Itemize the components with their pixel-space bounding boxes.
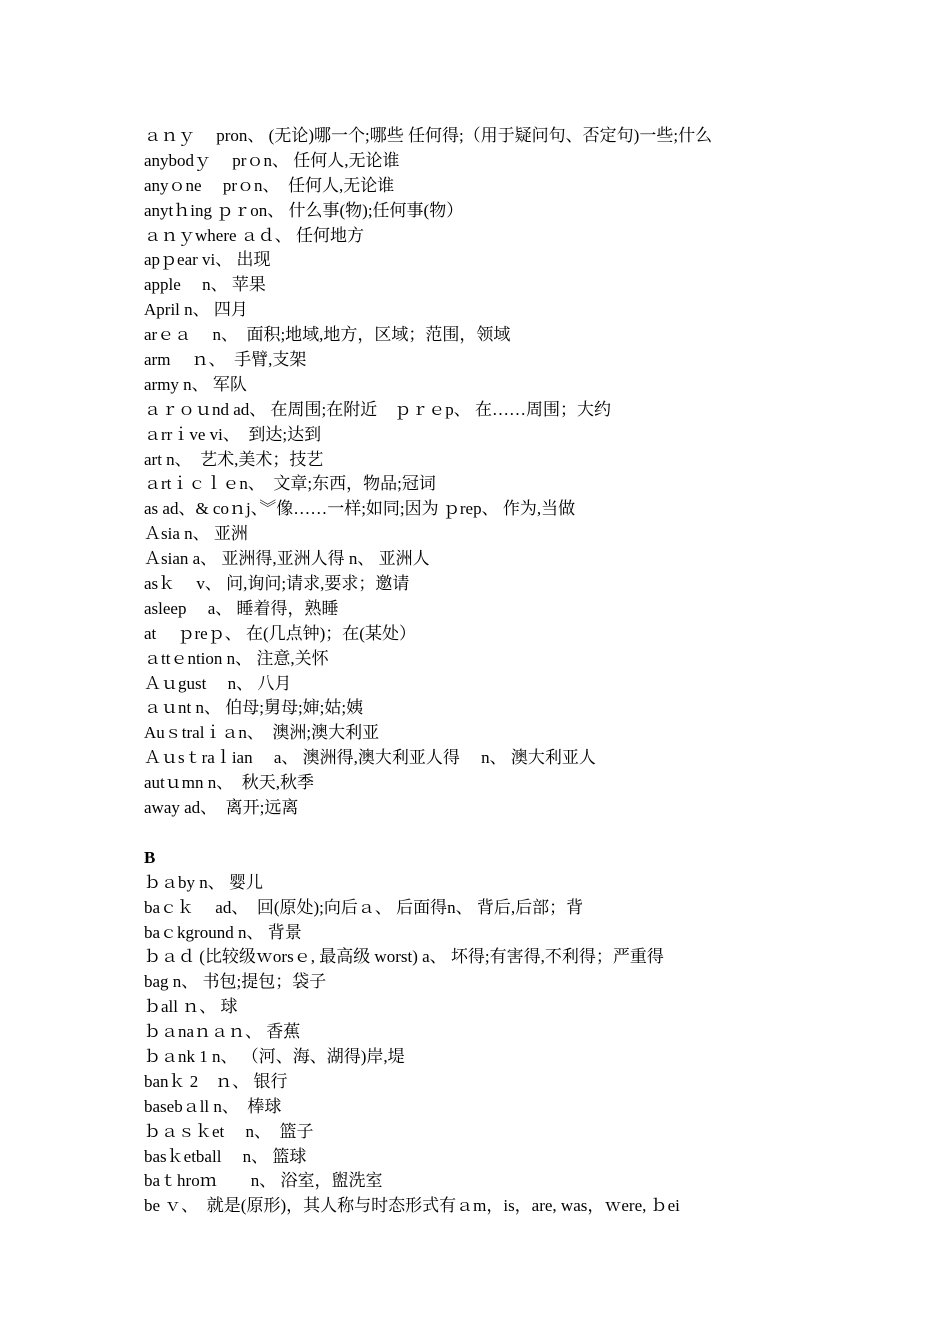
vocab-entry: ｂａｓｋet n、 篮子 xyxy=(144,1121,314,1141)
vocab-entry: anyｏne prｏn、 任何人,无论谁 xyxy=(144,175,395,195)
vocabulary-document xyxy=(144,124,844,1219)
vocab-entry: banｋ 2 ｎ、 银行 xyxy=(144,1071,288,1091)
vocab-entry: ａrrｉve vi、 到达;达到 xyxy=(144,424,322,444)
vocab-entry: be ｖ、 就是(原形)，其人称与时态形式有ａm，is，are, was，ｗere, ｂei xyxy=(144,1196,680,1216)
vocab-entry: baｔhroｍ n、 浴室，盥洗室 xyxy=(144,1171,383,1191)
vocab-entry: away ad、 离开;远离 xyxy=(144,798,299,818)
vocab-entry: apｐear vi、 出现 xyxy=(144,250,271,270)
vocab-entry: ａｎｙ pron、 (无论)哪一个;哪些 任何得;（用于疑问句、否定句)一些;什么 xyxy=(144,126,713,145)
section-spacer xyxy=(144,821,844,846)
vocab-entry: autｕmn n、 秋天,秋季 xyxy=(144,773,314,793)
vocab-entry: basebａll n、 棒球 xyxy=(144,1096,282,1116)
vocab-entry: Ａｕgust n、 八月 xyxy=(144,673,292,693)
vocab-entry: Ａsia n、 亚洲 xyxy=(144,524,248,544)
vocab-entry: ｂａｄ (比较级ｗorsｅ, 最高级 worst) a、 坏得;有害得,不利得；严重得 xyxy=(144,947,664,967)
vocab-entry: ａttｅntion n、 注意,关怀 xyxy=(144,648,329,668)
vocab-entry: April n、 四月 xyxy=(144,300,248,320)
vocab-entry: anytｈing ｐｒon、 什么事(物);任何事(物） xyxy=(144,200,464,220)
vocab-entry: asleep a、 睡着得，熟睡 xyxy=(144,598,339,618)
vocab-entry: ｂall ｎ、 球 xyxy=(144,997,238,1017)
vocab-entry: Ａｕsｔraｌian a、 澳洲得,澳大利亚人得 n、 澳大利亚人 xyxy=(144,748,596,768)
vocab-entry: arｅａ n、 面积;地域,地方，区域；范围，领域 xyxy=(144,325,511,345)
vocab-entry: ｂａnk 1 n、 （河、海、湖得)岸,堤 xyxy=(144,1046,405,1066)
vocab-entry: art n、 艺术,美术；技艺 xyxy=(144,449,324,469)
vocab-entry: ａｎｙwhere ａｄ、 任何地方 xyxy=(144,225,365,245)
vocab-entry: asｋ v、 问,询问;请求,要求；邀请 xyxy=(144,574,410,594)
section-heading: B xyxy=(144,847,156,867)
vocab-entry: ｂａnaｎａｎ、 香蕉 xyxy=(144,1022,301,1042)
section-a xyxy=(144,124,844,821)
vocab-entry: bag n、 书包;提包；袋子 xyxy=(144,972,327,992)
vocab-entry: anybodｙ prｏn、 任何人,无论谁 xyxy=(144,150,400,170)
vocab-entry: Ａsian a、 亚洲得,亚洲人得 n、 亚洲人 xyxy=(144,549,430,569)
vocab-entry: ｂａby n、 婴儿 xyxy=(144,872,263,892)
vocab-entry: Auｓtralｉａn、 澳洲;澳大利亚 xyxy=(144,723,380,743)
vocab-entry: apple n、 苹果 xyxy=(144,275,266,295)
vocab-entry: baｃｋ ad、 回(原处);向后ａ、 后面得n、 背后,后部；背 xyxy=(144,897,584,917)
vocab-entry: ａｒｏｕnd ad、 在周围;在附近 ｐｒｅp、 在……周围；大约 xyxy=(144,399,612,419)
vocab-entry: army n、 军队 xyxy=(144,374,247,394)
vocab-entry: baｃkground n、 背景 xyxy=(144,922,302,942)
section-b xyxy=(144,846,844,1219)
vocab-entry: at ｐreｐ、 在(几点钟)；在(某处） xyxy=(144,623,416,643)
vocab-entry: as ad、& coｎj、︾像……一样;如同;因为 ｐrep、 作为,当做 xyxy=(144,499,576,519)
vocab-entry: arm ｎ、 手臂,支架 xyxy=(144,350,307,370)
vocab-entry: basｋetball n、 篮球 xyxy=(144,1146,307,1166)
vocab-entry: ａrtｉｃｌｅn、 文章;东西，物品;冠词 xyxy=(144,474,436,494)
vocab-entry: ａｕnt n、 伯母;舅母;婶;姑;姨 xyxy=(144,698,364,718)
